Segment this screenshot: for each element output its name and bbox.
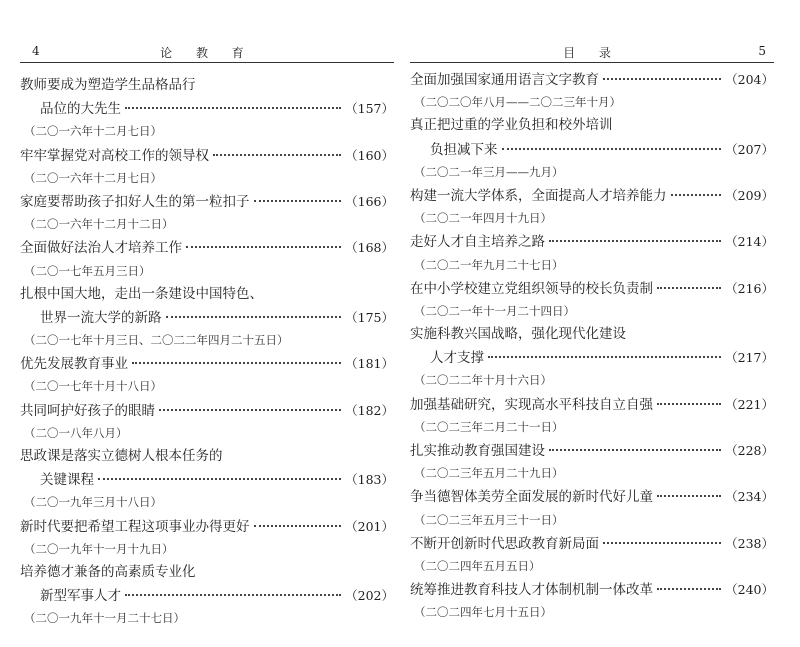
toc-entry-date: （二〇一七年五月三日） xyxy=(24,263,151,278)
toc-page-number: （207） xyxy=(725,141,774,157)
toc-entry[interactable] xyxy=(410,532,774,578)
toc-entry[interactable] xyxy=(20,399,394,445)
toc-entry-date: （二〇二一年十一月二十四日） xyxy=(414,303,575,318)
toc-entry[interactable] xyxy=(410,578,774,624)
toc-entry-title: 扎根中国大地，走出一条建设中国特色、 xyxy=(20,285,263,302)
toc-entry-line xyxy=(410,184,774,207)
toc-entry-date: （二〇二一年四月十九日） xyxy=(414,211,552,226)
toc-page-number: （240） xyxy=(725,582,774,598)
toc-entry-title: 争当德智体美劳全面发展的新时代好儿童 xyxy=(410,489,653,506)
toc-entry-line xyxy=(410,485,774,508)
toc-entry-line xyxy=(20,584,394,607)
dot-leader xyxy=(549,449,721,451)
dot-leader xyxy=(657,588,721,590)
dot-leader xyxy=(213,154,341,156)
toc-entry-title: 加强基础研究，实现高水平科技自立自强 xyxy=(410,396,653,413)
toc-entry-title: 培养德才兼备的高素质专业化 xyxy=(20,563,196,580)
toc-entry[interactable] xyxy=(410,393,774,439)
left-toc-list xyxy=(20,74,394,631)
toc-entry[interactable] xyxy=(410,184,774,230)
toc-page-number: （234） xyxy=(725,489,774,505)
toc-entry-title: 家庭要帮助孩子扣好人生的第一粒扣子 xyxy=(20,193,250,210)
toc-entry-date: （二〇一九年十一月二十七日） xyxy=(24,611,185,626)
toc-entry-line xyxy=(410,346,774,369)
toc-entry-line xyxy=(20,306,394,329)
toc-page-number: （209） xyxy=(725,187,774,203)
toc-entry-date: （二〇一九年三月十八日） xyxy=(24,495,162,510)
dot-leader xyxy=(603,78,721,80)
toc-entry[interactable] xyxy=(410,68,774,114)
toc-entry-line xyxy=(20,468,394,491)
dot-leader xyxy=(98,478,341,480)
toc-entry[interactable] xyxy=(410,277,774,323)
dot-leader xyxy=(657,287,721,289)
toc-entry-title: 关键课程 xyxy=(40,472,94,489)
toc-entry-date: （二〇二一年九月二十七日） xyxy=(414,257,564,272)
toc-page-number: （166） xyxy=(345,193,394,209)
toc-entry-title: 思政课是落实立德树人根本任务的 xyxy=(20,448,223,464)
right-header-title: 目 录 xyxy=(563,46,621,60)
left-page-number: 4 xyxy=(32,44,40,58)
right-page-number: 5 xyxy=(758,44,766,58)
dot-leader xyxy=(549,240,721,242)
right-page-header xyxy=(410,44,774,63)
toc-page-number: （221） xyxy=(725,396,774,412)
toc-entry-line xyxy=(20,74,394,97)
toc-page-number: （183） xyxy=(345,472,394,488)
toc-entry[interactable] xyxy=(410,485,774,531)
toc-entry-date: （二〇二二年十月十六日） xyxy=(414,373,552,388)
toc-entry-date: （二〇二四年五月五日） xyxy=(414,558,541,573)
toc-entry-line xyxy=(20,97,394,120)
toc-entry-line xyxy=(410,439,774,462)
toc-page-number: （202） xyxy=(345,588,394,604)
toc-entry-title: 新时代要把希望工程这项事业办得更好 xyxy=(20,518,250,535)
toc-entry-date: （二〇一七年十月十八日） xyxy=(24,379,162,394)
toc-entry[interactable] xyxy=(20,445,394,515)
dot-leader xyxy=(657,495,721,497)
toc-page-number: （201） xyxy=(345,518,394,534)
dot-leader xyxy=(159,409,341,411)
toc-entry[interactable] xyxy=(20,561,394,631)
toc-page-number: （168） xyxy=(345,240,394,256)
toc-entry-title: 负担减下来 xyxy=(430,141,498,158)
toc-page-number: （181） xyxy=(345,356,394,372)
toc-entry-date: （二〇一八年八月） xyxy=(24,425,128,440)
dot-leader xyxy=(657,403,721,405)
toc-entry-title: 全面加强国家通用语言文字教育 xyxy=(410,72,599,88)
toc-entry-line xyxy=(20,190,394,213)
toc-entry-title: 实施科教兴国战略，强化现代化建设 xyxy=(410,326,626,343)
toc-page-number: （160） xyxy=(345,147,394,163)
dot-leader xyxy=(603,542,721,544)
toc-entry[interactable] xyxy=(410,114,774,184)
toc-entry-title: 真正把过重的学业负担和校外培训 xyxy=(410,117,613,134)
toc-page-number: （217） xyxy=(725,350,774,366)
right-toc-list xyxy=(410,68,774,625)
toc-entry-line xyxy=(20,144,394,167)
toc-entry[interactable] xyxy=(20,515,394,561)
left-page-header xyxy=(20,44,394,63)
toc-entry-date: （二〇一九年十一月十九日） xyxy=(24,541,174,556)
toc-entry[interactable] xyxy=(20,352,394,398)
dot-leader xyxy=(502,148,722,150)
toc-entry-title: 统筹推进教育科技人才体制机制一体改革 xyxy=(410,582,653,599)
toc-entry-line xyxy=(410,532,774,555)
toc-entry-date: （二〇一七年十月三日、二〇二二年四月二十五日） xyxy=(24,333,289,348)
left-page xyxy=(20,0,394,647)
toc-entry[interactable] xyxy=(410,323,774,393)
toc-page-number: （238） xyxy=(725,535,774,551)
toc-entry-date: （二〇一六年十二月七日） xyxy=(24,170,162,185)
toc-entry-title: 牢牢掌握党对高校工作的领导权 xyxy=(20,147,209,164)
toc-entry[interactable] xyxy=(20,236,394,282)
toc-page-number: （214） xyxy=(725,234,774,250)
toc-entry-date: （二〇二三年二月二十一日） xyxy=(414,419,564,434)
toc-entry-line xyxy=(20,236,394,259)
dot-leader xyxy=(671,194,722,196)
toc-entry-line xyxy=(410,393,774,416)
dot-leader xyxy=(125,107,341,109)
toc-entry-line xyxy=(20,561,394,584)
toc-entry-date: （二〇二三年五月三十一日） xyxy=(414,512,564,527)
dot-leader xyxy=(488,356,721,358)
dot-leader xyxy=(254,200,342,202)
toc-entry-title: 共同呵护好孩子的眼睛 xyxy=(20,402,155,419)
toc-page-number: （157） xyxy=(345,101,394,117)
toc-entry-title: 新型军事人才 xyxy=(40,588,121,605)
toc-entry-date: （二〇一六年十二月七日） xyxy=(24,124,162,139)
toc-entry-title: 世界一流大学的新路 xyxy=(40,309,162,326)
toc-entry-line xyxy=(20,352,394,375)
toc-entry-title: 不断开创新时代思政教育新局面 xyxy=(410,535,599,552)
right-page xyxy=(410,0,774,647)
toc-entry-title: 品位的大先生 xyxy=(40,101,121,118)
toc-entry-title: 人才支撑 xyxy=(430,350,484,367)
toc-page-number: （216） xyxy=(725,280,774,296)
toc-entry[interactable] xyxy=(20,283,394,353)
toc-entry-date: （二〇二〇年八月——二〇二三年十月） xyxy=(414,95,621,110)
toc-page-number: （228） xyxy=(725,443,774,458)
toc-entry[interactable] xyxy=(20,144,394,190)
dot-leader xyxy=(125,594,341,596)
toc-entry-line xyxy=(20,515,394,538)
toc-entry-line xyxy=(410,114,774,137)
toc-entry-title: 扎实推动教育强国建设 xyxy=(410,443,545,459)
dot-leader xyxy=(132,362,341,364)
toc-entry-line xyxy=(410,138,774,161)
toc-entry-title: 优先发展教育事业 xyxy=(20,356,128,373)
toc-page-number: （204） xyxy=(725,72,774,87)
toc-entry-date: （二〇二三年五月二十九日） xyxy=(414,466,564,481)
toc-entry-date: （二〇二一年三月——九月） xyxy=(414,164,564,179)
toc-entry-date: （二〇一六年十二月十二日） xyxy=(24,217,174,232)
dot-leader xyxy=(254,525,342,527)
toc-entry-line xyxy=(410,578,774,601)
toc-entry-line xyxy=(410,230,774,253)
toc-entry-title: 构建一流大学体系，全面提高人才培养能力 xyxy=(410,187,667,204)
toc-entry[interactable] xyxy=(20,74,394,144)
dot-leader xyxy=(186,246,341,248)
toc-entry-title: 走好人才自主培养之路 xyxy=(410,234,545,251)
toc-entry-line xyxy=(20,283,394,306)
toc-page-number: （182） xyxy=(345,402,394,418)
toc-page-number: （175） xyxy=(345,309,394,325)
toc-entry-date: （二〇二四年七月十五日） xyxy=(414,605,552,620)
toc-entry-title: 全面做好法治人才培养工作 xyxy=(20,240,182,257)
toc-entry-title: 在中小学校建立党组织领导的校长负责制 xyxy=(410,280,653,297)
toc-entry[interactable] xyxy=(410,439,774,485)
toc-entry-line xyxy=(410,277,774,300)
toc-entry-line xyxy=(410,68,774,91)
toc-entry-line xyxy=(20,445,394,468)
dot-leader xyxy=(166,316,342,318)
toc-entry[interactable] xyxy=(410,230,774,276)
toc-entry-line xyxy=(410,323,774,346)
toc-entry-line xyxy=(20,399,394,422)
toc-entry[interactable] xyxy=(20,190,394,236)
left-header-title: 论 教 育 xyxy=(160,46,254,60)
toc-entry-title: 教师要成为塑造学生品格品行 xyxy=(20,77,196,93)
